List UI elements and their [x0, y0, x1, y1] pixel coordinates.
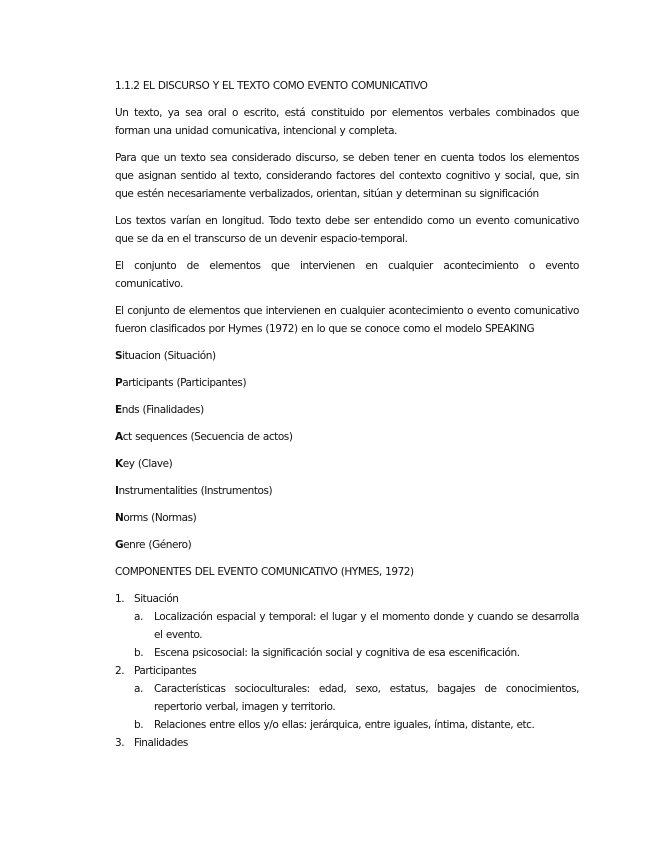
sublist-text: Relaciones entre ellos y/o ellas: jerárquica, entre iguales, íntima, distante, etc. [154, 719, 535, 731]
sublist-marker: b. [134, 719, 144, 731]
sublist-text: Características socioculturales: edad, sexo, estatus, bagajes de conocimientos, repertorio verbal, imagen y territorio. [154, 683, 579, 713]
speaking-initial: E [115, 404, 122, 416]
sublist [115, 608, 579, 662]
speaking-term: nds (Finalidades) [121, 404, 204, 416]
paragraph: El conjunto de elementos que intervienen en cualquier acontecimiento o evento comunicativo. [115, 260, 579, 290]
speaking-initial: S [115, 350, 123, 362]
speaking-item [115, 428, 579, 446]
speaking-term: orms (Normas) [123, 512, 197, 524]
document-page [115, 77, 579, 752]
list-number: 3. [115, 737, 125, 749]
sublist-item [134, 644, 579, 662]
speaking-term: ituacion (Situación) [122, 350, 216, 362]
speaking-initial: K [115, 458, 123, 470]
speaking-initial: I [115, 485, 119, 497]
speaking-initial: P [115, 377, 123, 389]
paragraph: Los textos varían en longitud. Todo texto debe ser entendido como un evento comunicativo que se da en el transcurso de un devenir espacio-temporal. [115, 215, 579, 245]
speaking-term: articipants (Participantes) [122, 377, 247, 389]
speaking-item [115, 509, 579, 527]
speaking-item [115, 455, 579, 473]
list-item-title: Participantes [134, 665, 197, 677]
speaking-item [115, 536, 579, 554]
list-item [115, 590, 579, 662]
list-item [115, 662, 579, 734]
speaking-initial: N [115, 512, 124, 524]
sublist-text: Localización espacial y temporal: el lugar y el momento donde y cuando se desarrolla el evento. [154, 611, 579, 641]
speaking-term: enre (Género) [123, 539, 192, 551]
list-item-title: Finalidades [134, 737, 188, 749]
section-heading: 1.1.2 EL DISCURSO Y EL TEXTO COMO EVENTO COMUNICATIVO [115, 80, 428, 92]
list-item-title: Situación [134, 593, 179, 605]
sublist-marker: a. [134, 683, 143, 695]
speaking-term: ey (Clave) [122, 458, 173, 470]
speaking-initial: G [115, 539, 124, 551]
speaking-term: ct sequences (Secuencia de actos) [122, 431, 293, 443]
speaking-item [115, 347, 579, 365]
sublist-item [134, 716, 579, 734]
components-heading: COMPONENTES DEL EVENTO COMUNICATIVO (HYMES, 1972) [115, 566, 414, 578]
sublist-item [134, 680, 579, 716]
sublist-item [134, 608, 579, 644]
speaking-model-list [115, 347, 579, 554]
list-number: 1. [115, 593, 125, 605]
paragraph: Un texto, ya sea oral o escrito, está constituido por elementos verbales combinados que forman una unidad comunicativa, intencional y completa. [115, 107, 579, 137]
sublist-marker: a. [134, 611, 143, 623]
paragraph: El conjunto de elementos que intervienen en cualquier acontecimiento o evento comunicativo fueron clasificados por Hymes (1972) en lo que se conoce como el modelo SPEAKING [115, 305, 579, 335]
speaking-item [115, 374, 579, 392]
speaking-item [115, 482, 579, 500]
list-number: 2. [115, 665, 125, 677]
paragraph: Para que un texto sea considerado discurso, se deben tener en cuenta todos los elementos que asignan sentido al texto, considerando factores del contexto cognitivo y social, que, sin que estén necesariamente verbalizados, orientan, sitúan y determinan su significación [115, 152, 579, 200]
speaking-item [115, 401, 579, 419]
sublist [115, 680, 579, 734]
sublist-text: Escena psicosocial: la significación social y cognitiva de esa escenificación. [154, 647, 520, 659]
sublist-marker: b. [134, 647, 144, 659]
list-item [115, 734, 579, 752]
components-list [115, 590, 579, 752]
speaking-initial: A [115, 431, 123, 443]
speaking-term: nstrumentalities (Instrumentos) [118, 485, 273, 497]
